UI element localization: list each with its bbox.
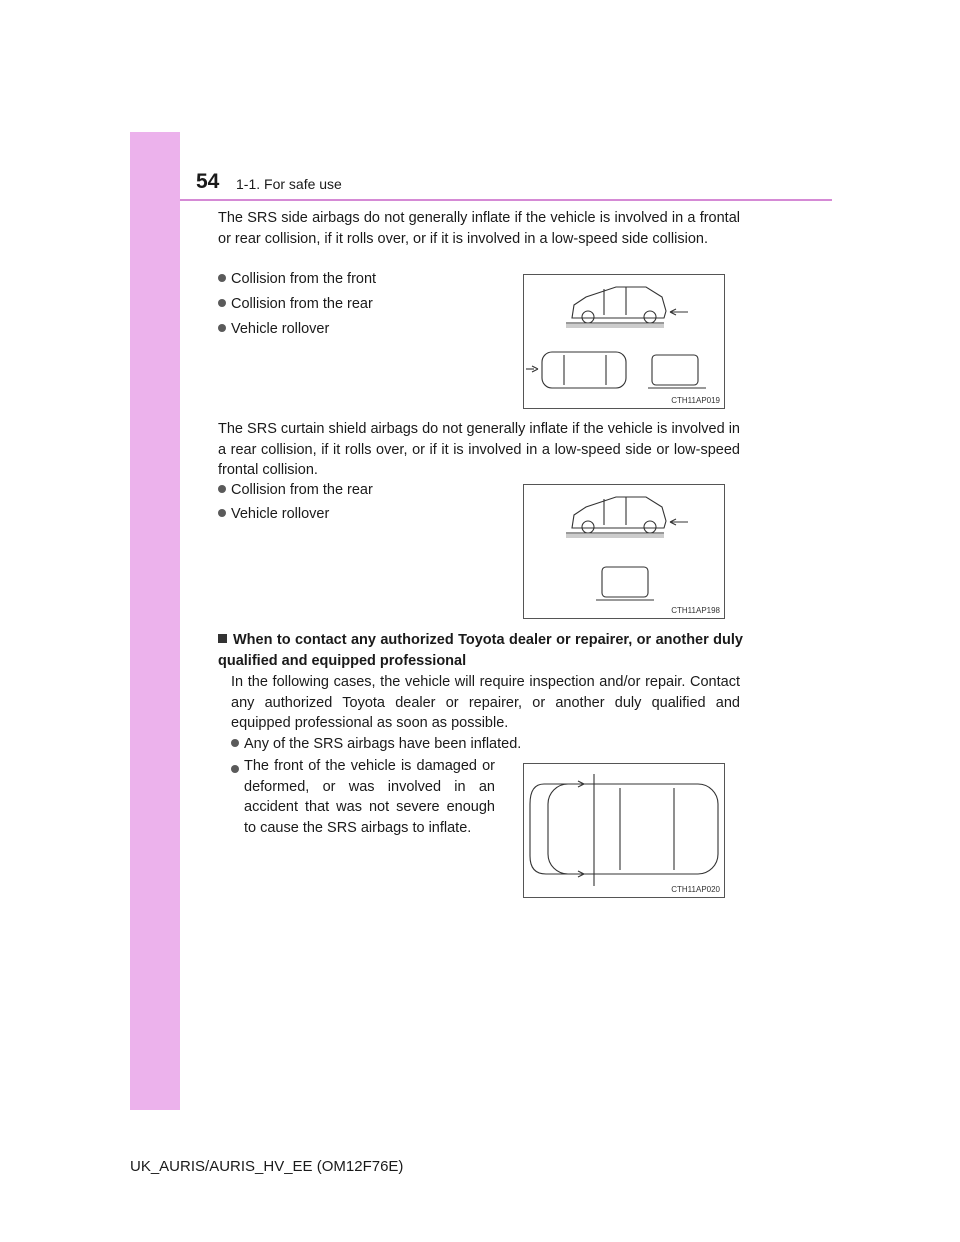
side-airbag-figure bbox=[523, 274, 725, 409]
side-tab bbox=[130, 132, 180, 1110]
figure-code: CTH11AP020 bbox=[671, 885, 720, 894]
bullet-text: Collision from the rear bbox=[231, 296, 373, 312]
bullet-text: The front of the vehicle is damaged or deformed, or was involved in an accident that was not severe enough to cause the SRS airbags to inflate. bbox=[244, 758, 495, 836]
bullet-icon bbox=[218, 324, 226, 332]
front-damage-figure bbox=[523, 763, 725, 898]
bullet-icon bbox=[218, 274, 226, 282]
bullet-text: Collision from the front bbox=[231, 271, 377, 287]
car-illustration-icon bbox=[524, 764, 724, 897]
inspection-paragraph: In the following cases, the vehicle will require inspection and/or repair. Contact any authorized Toyota dealer or repairer, or another duly qualified and equipped professional as soon as possible. bbox=[231, 674, 740, 731]
curtain-airbag-figure bbox=[523, 484, 725, 619]
bullet-item bbox=[218, 269, 376, 290]
bullet-item bbox=[231, 734, 521, 755]
figure-code: CTH11AP198 bbox=[671, 606, 720, 615]
car-illustration-icon bbox=[524, 485, 724, 618]
bullet-item bbox=[218, 504, 329, 525]
bullet-item bbox=[218, 319, 329, 340]
section-heading bbox=[218, 630, 743, 671]
bullet-text: Any of the SRS airbags have been inflated. bbox=[244, 736, 522, 752]
square-bullet-icon bbox=[218, 634, 227, 643]
bullet-text: Vehicle rollover bbox=[231, 321, 330, 337]
footer-model-code: UK_AURIS/AURIS_HV_EE (OM12F76E) bbox=[130, 1158, 404, 1175]
ground-shade bbox=[566, 534, 664, 538]
side-airbag-paragraph: The SRS side airbags do not generally inflate if the vehicle is involved in a frontal or rear collision, if it rolls over, or if it is involved in a low-speed side collision. bbox=[218, 210, 740, 247]
bullet-icon bbox=[231, 765, 239, 773]
header-divider bbox=[180, 199, 832, 201]
bullet-text: Vehicle rollover bbox=[231, 506, 330, 522]
bullet-icon bbox=[218, 485, 226, 493]
curtain-airbag-paragraph: The SRS curtain shield airbags do not generally inflate if the vehicle is involved in a rear collision, if it rolls over, or if it is involved in a low-speed side or low-speed frontal collision. bbox=[218, 421, 740, 478]
bullet-icon bbox=[218, 299, 226, 307]
section-heading-text: When to contact any authorized Toyota dealer or repairer, or another duly qualified and equipped professional bbox=[218, 632, 743, 669]
bullet-item bbox=[231, 760, 239, 778]
bullet-text: Collision from the rear bbox=[231, 482, 373, 498]
bullet-item bbox=[218, 294, 373, 315]
figure-code: CTH11AP019 bbox=[671, 396, 720, 405]
bullet-item bbox=[218, 480, 373, 501]
ground-shade bbox=[566, 324, 664, 328]
section-title: 1-1. For safe use bbox=[236, 176, 342, 192]
bullet-icon bbox=[218, 509, 226, 517]
car-illustration-icon bbox=[524, 275, 724, 408]
bullet-icon bbox=[231, 739, 239, 747]
page-number: 54 bbox=[196, 170, 220, 193]
